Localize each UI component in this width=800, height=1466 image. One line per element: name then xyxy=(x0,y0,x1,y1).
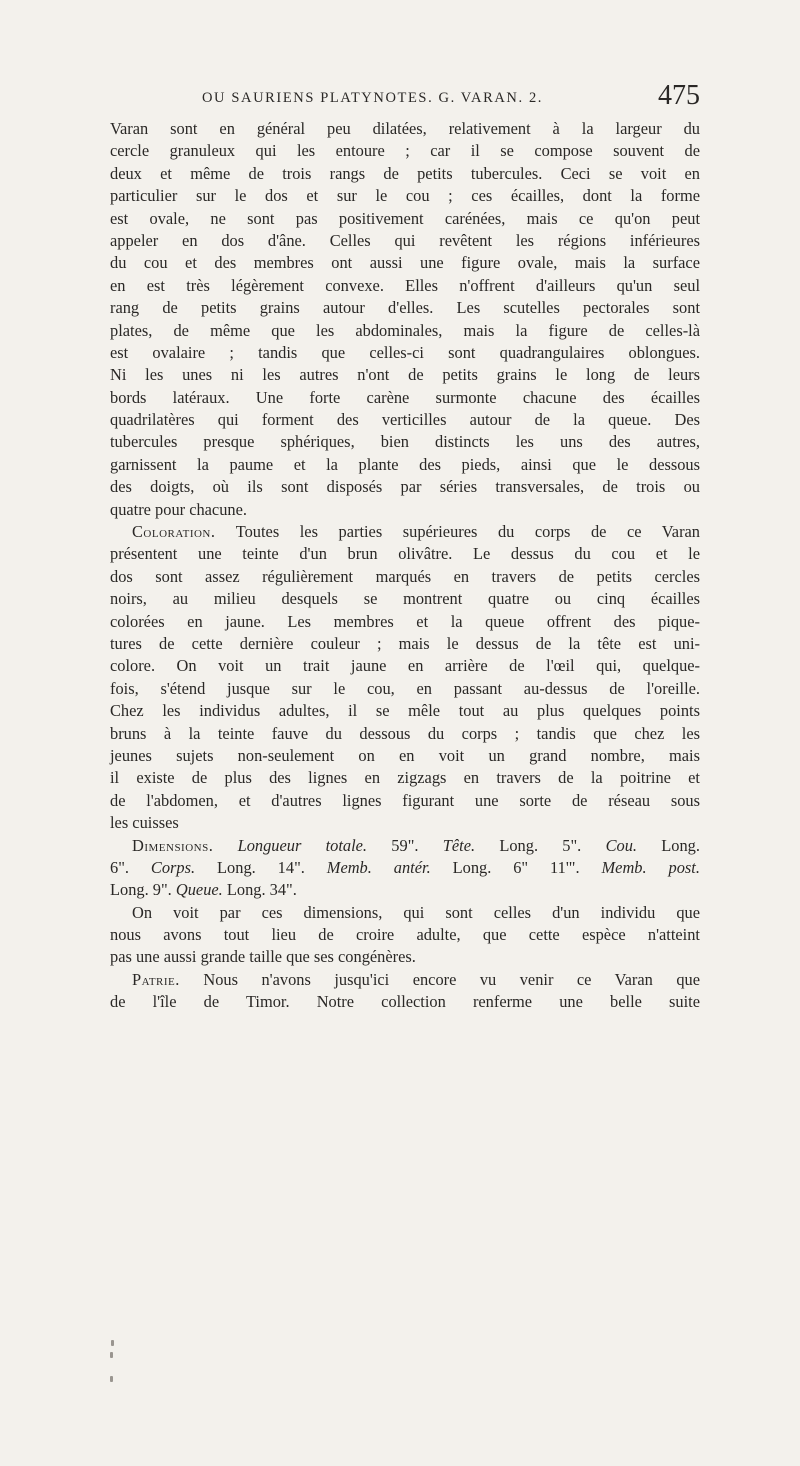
label-head: Tête. xyxy=(442,835,476,855)
text-line: Chez les individus adultes, il se mêle tout au plus quelques points xyxy=(110,701,700,721)
text-run: Nous n'avons jusqu'ici encore vu venir ce Varan que xyxy=(203,969,701,989)
value-front-limb: Long. 6" 11'". xyxy=(452,857,580,877)
value-total-length: 59". xyxy=(391,835,419,855)
label-hind-limb: Memb. post. xyxy=(601,857,700,877)
paragraph-coloration xyxy=(110,521,700,834)
text-line: tures de cette dernière couleur ; mais le dessus de la tête est uni- xyxy=(110,633,700,653)
section-heading-dimensions: Dimensions. xyxy=(132,835,214,855)
text-line: bruns à la teinte fauve du dessous du corps ; tandis que chez les xyxy=(110,723,700,743)
text-line: particulier sur le dos et sur le cou ; ces écailles, dont la forme xyxy=(110,186,700,206)
scan-speck xyxy=(110,1352,113,1358)
value-neck: 6". xyxy=(110,857,129,877)
text-line xyxy=(110,969,700,991)
text-line: est ovalaire ; tandis que celles-ci sont quadrangulaires oblongues. xyxy=(110,342,700,362)
text-line: des doigts, où ils sont disposés par séries transversales, de trois ou xyxy=(110,477,700,497)
text-line: bords latéraux. Une forte carène surmonte chacune des écailles xyxy=(110,387,700,407)
text-line: du cou et des membres ont aussi une figure ovale, mais la surface xyxy=(110,253,700,273)
text-line: quatre pour chacune. xyxy=(110,499,247,519)
value-head: Long. 5". xyxy=(499,835,582,855)
text-line: est ovale, ne sont pas positivement carénées, mais ce qu'on peut xyxy=(110,208,700,228)
text-line: en est très légèrement convexe. Elles n'offrent d'ailleurs qu'un seul xyxy=(110,275,700,295)
text-line: appeler en dos d'âne. Celles qui revêtent les régions inférieures xyxy=(110,230,700,250)
text-line xyxy=(110,521,700,543)
body-text xyxy=(110,118,700,1014)
section-heading-patrie: Patrie. xyxy=(132,969,180,989)
text-line: jeunes sujets non-seulement on en voit un grand nombre, mais xyxy=(110,745,700,765)
paragraph-scales xyxy=(110,118,700,521)
text-line: rang de petits grains autour d'elles. Les scutelles pectorales sont xyxy=(110,298,700,318)
text-line: nous avons tout lieu de croire adulte, que cette espèce n'atteint xyxy=(110,925,700,945)
label-neck: Cou. xyxy=(605,835,637,855)
text-run: Toutes les parties supérieures du corps de ce Varan xyxy=(235,522,700,542)
text-line: il existe de plus des lignes en zigzags en travers de la poitrine et xyxy=(110,768,700,788)
text-line: deux et même de trois rangs de petits tubercules. Ceci se voit en xyxy=(110,163,700,183)
text-line: quadrilatères qui forment des verticilles autour de la queue. Des xyxy=(110,410,700,430)
text-line: de l'abdomen, et d'autres lignes figurant une sorte de réseau sous xyxy=(110,790,700,810)
value-neck-prefix: Long. xyxy=(661,835,700,855)
text-line: fois, s'étend jusque sur le cou, en passant au-dessus de l'oreille. xyxy=(110,678,700,698)
text-line: garnissent la paume et la plante des pieds, ainsi que le dessous xyxy=(110,454,700,474)
label-total-length: Longueur totale. xyxy=(237,835,368,855)
text-line: colore. On voit un trait jaune en arrière de l'œil qui, quelque- xyxy=(110,656,700,676)
text-line: colorées en jaune. Les membres et la queue offrent des pique- xyxy=(110,611,700,631)
label-body: Corps. xyxy=(150,857,196,877)
text-line xyxy=(110,857,700,879)
paragraph-patrie xyxy=(110,969,700,1014)
value-hind-limb: Long. 9". xyxy=(110,880,172,900)
value-body: Long. 14". xyxy=(217,857,305,877)
text-line: Ni les unes ni les autres n'ont de petits grains le long de leurs xyxy=(110,365,700,385)
text-line: noirs, au milieu desquels se montrent quatre ou cinq écailles xyxy=(110,589,700,609)
running-title: OU SAURIENS PLATYNOTES. G. VARAN. 2. xyxy=(201,90,544,106)
text-line xyxy=(110,879,700,901)
scan-speck xyxy=(111,1340,114,1346)
text-line: les cuisses xyxy=(110,813,179,833)
text-line: tubercules presque sphériques, bien distincts les uns des autres, xyxy=(110,432,700,452)
text-line xyxy=(110,835,700,857)
scan-speck xyxy=(110,1376,113,1382)
text-line: dos sont assez régulièrement marqués en travers de petits cercles xyxy=(110,566,700,586)
value-tail: Long. 34". xyxy=(226,880,297,900)
paragraph-size-note xyxy=(110,902,700,969)
text-line: de l'île de Timor. Notre collection renferme une belle suite xyxy=(110,992,700,1012)
label-tail: Queue. xyxy=(175,880,223,900)
text-line: On voit par ces dimensions, qui sont celles d'un individu que xyxy=(132,902,700,922)
text-line: cercle granuleux qui les entoure ; car il se compose souvent de xyxy=(110,141,700,161)
text-line: plates, de même que les abdominales, mais la figure de celles-là xyxy=(110,320,700,340)
text-line: Varan sont en général peu dilatées, relativement à la largeur du xyxy=(110,119,700,138)
text-line: pas une aussi grande taille que ses congénères. xyxy=(110,947,416,967)
page-number: 475 xyxy=(658,80,700,111)
paragraph-dimensions xyxy=(110,835,700,902)
page-header xyxy=(110,80,700,120)
label-front-limb: Memb. antér. xyxy=(326,857,431,877)
section-heading-coloration: Coloration. xyxy=(132,522,216,542)
text-line: présentent une teinte d'un brun olivâtre. Le dessus du cou et le xyxy=(110,544,700,564)
